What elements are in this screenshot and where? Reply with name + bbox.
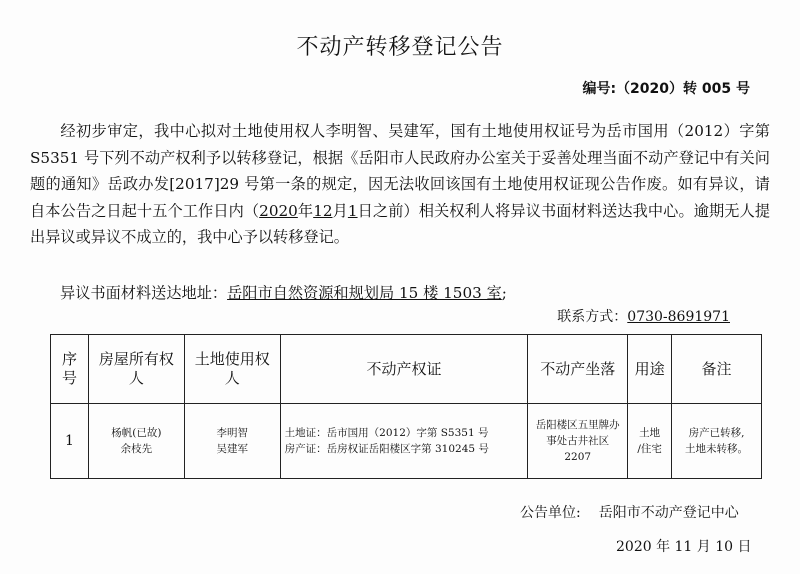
cell-land-user — [184, 404, 280, 479]
note-line-1: 房产已转移, — [688, 427, 745, 439]
use-line-2: /住宅 — [637, 443, 662, 455]
notice-text-part1: 经初步审定，我中心拟对土地使用权人李明智、吴建军，国有土地使用权证号为岳市国用（2012）字第 S5351 号下列不动产权利予以转移登记，根据《岳阳市人民政府办公室关于妥善处理当面不动产登记中有关问题的通知》岳政办发[2017]29 号第一条的规定，因无法收回该国有土地使用权证现公告作废。如有异议，请自本公告之日起十五个工作日内（ — [30, 122, 770, 220]
header-note: 备注 — [672, 335, 762, 404]
land-user-2: 吴建军 — [216, 443, 248, 455]
cell-location — [528, 404, 628, 479]
contact-label: 联系方式： — [557, 309, 628, 325]
cell-note — [672, 404, 762, 479]
objection-address — [60, 282, 507, 303]
notice-body — [30, 118, 770, 251]
issuer-org: 岳阳市不动产登记中心 — [598, 505, 739, 521]
header-use: 用途 — [628, 335, 672, 404]
notice-text-part2: 日之前）相关权利人将异议书面材料送达我中心。逾期无人提出异议或异议不成立的，我中心予以转移登记。 — [30, 201, 771, 246]
contact-info — [557, 306, 730, 326]
issuer-label: 公告单位: — [520, 505, 581, 521]
location-line-1: 岳阳楼区五里牌办 — [535, 419, 620, 431]
issuer — [520, 502, 739, 522]
header-certificate: 不动产权证 — [280, 335, 528, 404]
header-location: 不动产坐落 — [528, 335, 628, 404]
issue-date: 2020 年 11 月 10 日 — [616, 539, 752, 555]
use-line-1: 土地 — [639, 427, 661, 439]
deadline-month: 12 — [313, 201, 333, 220]
header-house-owner: 房屋所有权人 — [88, 335, 184, 404]
address-tail: ; — [501, 284, 507, 302]
cell-seq: 1 — [51, 404, 89, 479]
cell-certificate — [280, 404, 528, 479]
document-number: 编号:（2020）转 005 号 — [582, 81, 750, 97]
land-user-1: 李明智 — [216, 427, 248, 439]
cell-house-owner — [88, 404, 184, 479]
land-certificate: 土地证：岳市国用（2012）字第 S5351 号 — [284, 427, 489, 439]
table-row — [51, 404, 762, 479]
note-line-2: 土地未转移。 — [685, 443, 749, 455]
year-unit: 年 — [297, 201, 314, 220]
page-title: 不动产转移登记公告 — [296, 35, 504, 60]
month-unit: 月 — [332, 201, 348, 220]
address-value: 岳阳市自然资源和规划局 15 楼 1503 室 — [227, 284, 502, 302]
header-seq: 序号 — [51, 335, 89, 404]
cell-use — [628, 404, 672, 479]
header-land-user: 土地使用权人 — [184, 335, 280, 404]
table-header-row — [51, 335, 762, 404]
deadline-day: 1 — [347, 201, 358, 220]
house-owner-2: 余枝先 — [120, 443, 153, 455]
location-line-2: 事处古井社区 2207 — [546, 435, 610, 463]
house-certificate: 房产证：岳房权证岳阳楼区字第 310245 号 — [284, 443, 489, 455]
house-owner-1: 杨帆(已故) — [111, 427, 162, 439]
deadline-year: 2020 — [259, 201, 298, 220]
contact-phone: 0730-8691971 — [627, 309, 730, 325]
registration-table — [50, 334, 762, 479]
notice-paragraph — [30, 118, 770, 251]
address-label: 异议书面材料送达地址： — [60, 284, 228, 302]
